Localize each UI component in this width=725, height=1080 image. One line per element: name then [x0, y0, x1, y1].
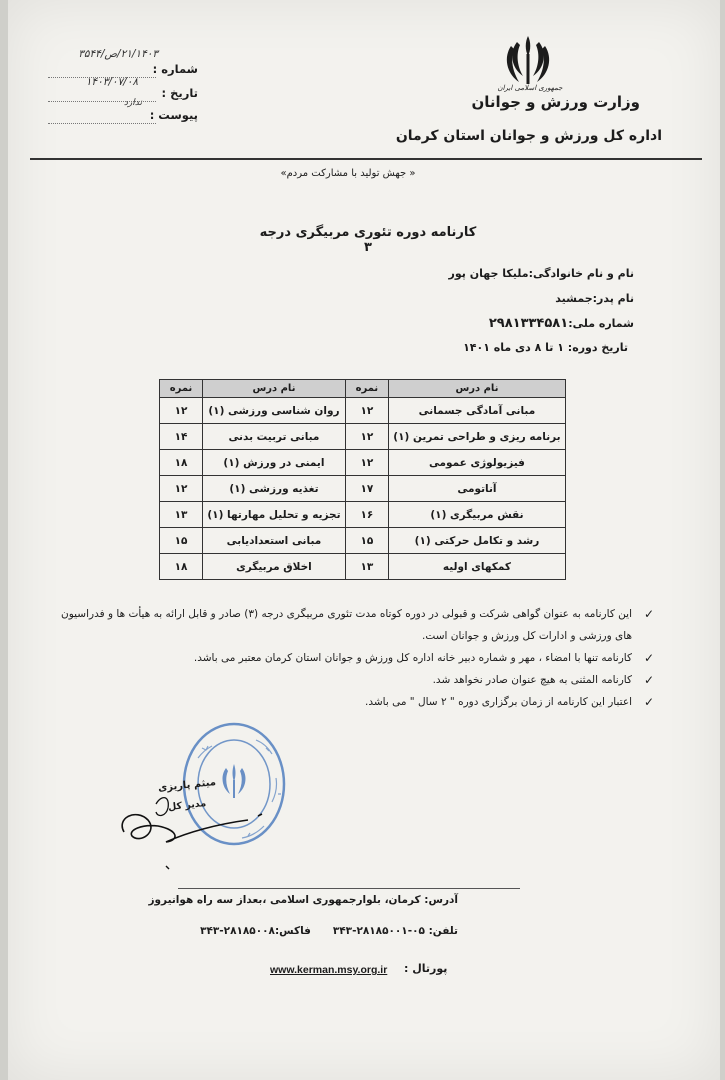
address-row: [148, 894, 458, 906]
grade-cell: ۱۳: [160, 502, 203, 528]
grade-cell: ۱۶: [345, 502, 388, 528]
name-row: [449, 267, 634, 280]
course-cell: اخلاق مربیگری: [203, 554, 346, 580]
note-item: [56, 691, 654, 713]
header-course-a: نام درس: [388, 380, 565, 398]
address-label: آدرس:: [424, 894, 458, 906]
grade-cell: ۱۲: [160, 476, 203, 502]
table-row: [160, 502, 566, 528]
period-row: [463, 341, 628, 354]
iran-emblem-icon: [503, 32, 553, 90]
note-text: کارنامه المثنی به هیچ عنوان صادر نخواهد شد.: [432, 674, 632, 686]
contact-row: [200, 925, 458, 937]
period-label: تاریخ دوره:: [567, 341, 628, 354]
table-header-row: [160, 380, 566, 398]
reference-number-label: شماره :: [152, 62, 198, 76]
note-text: اعتبار این کارنامه از زمان برگزاری دوره " ۲ سال " می باشد.: [364, 696, 632, 708]
reference-date-value: ۱۴۰۳/۰۷/۰۸: [85, 76, 138, 88]
reference-date-row: [28, 76, 198, 104]
course-cell: برنامه ریزی و طراحی تمرین (۱): [388, 424, 565, 450]
course-cell: مبانی تربیت بدنی: [203, 424, 346, 450]
grades-table: [159, 379, 566, 580]
grade-cell: ۱۲: [160, 398, 203, 424]
course-cell: مبانی آمادگی جسمانی: [388, 398, 565, 424]
table-row: [160, 528, 566, 554]
checkmark-icon: ✓: [643, 607, 654, 621]
fax-label: فاکس:: [274, 925, 311, 937]
reference-attachment-label: پیوست :: [149, 108, 198, 122]
signer-title: مدیر کل: [167, 798, 207, 813]
course-cell: ایمنی در ورزش (۱): [203, 450, 346, 476]
course-cell: فیزیولوژی عمومی: [388, 450, 565, 476]
course-cell: روان شناسی ورزشی (۱): [203, 398, 346, 424]
portal-label: پورتال :: [404, 962, 448, 975]
ministry-name: وزارت ورزش و جوانان: [471, 93, 640, 111]
slogan: « جهش تولید با مشارکت مردم»: [280, 168, 416, 179]
name-label: نام و نام خانوادگی:: [528, 267, 634, 280]
portal-link[interactable]: www.kerman.msy.org.ir: [270, 964, 388, 976]
checkmark-icon: ✓: [643, 695, 654, 709]
fax-value: ۲۸۱۸۵۰۰۸-۳۴۳: [200, 925, 275, 937]
handwritten-signature: [118, 780, 288, 880]
header-divider: [30, 158, 702, 160]
period-value: ۱ تا ۸ دی ماه ۱۴۰۱: [463, 341, 564, 354]
dotted-line: [48, 123, 156, 124]
footer-divider: [178, 888, 520, 889]
course-cell: آناتومی: [388, 476, 565, 502]
national-id-value: ۲۹۸۱۳۳۴۵۸۱: [488, 316, 569, 331]
table-row: [160, 554, 566, 580]
father-row: [555, 292, 634, 305]
emblem-caption: جمهوری اسلامی ایران: [497, 84, 563, 92]
grade-cell: ۱۷: [345, 476, 388, 502]
header-grade-a: نمره: [345, 380, 388, 398]
header-course-b: نام درس: [203, 380, 346, 398]
course-cell: تغذیه ورزشی (۱): [203, 476, 346, 502]
course-cell: مبانی استعدادیابی: [203, 528, 346, 554]
grade-cell: ۱۴: [160, 424, 203, 450]
grade-cell: ۱۸: [160, 554, 203, 580]
reference-date-label: تاریخ :: [161, 86, 198, 100]
grade-cell: ۱۲: [345, 424, 388, 450]
note-text: کارنامه تنها با امضاء ، مهر و شماره دبیر خانه اداره کل ورزش و جوانان استان کرمان معتبر می باشد.: [193, 652, 632, 664]
grade-cell: ۱۵: [345, 528, 388, 554]
note-text: این کارنامه به عنوان گواهی شرکت و قبولی در دوره کوتاه مدت تئوری مربیگری درجه (۳) صادر و قابل ارائه به هیأت ها و فدراسیون های ورزشی و ادارات کل ورزش و جوانان است.: [61, 608, 632, 642]
address-value: کرمان، بلوارجمهوری اسلامی ،بعداز سه راه هوانیروز: [148, 894, 421, 906]
grade-cell: ۱۲: [345, 450, 388, 476]
document-sheet: [8, 0, 720, 1080]
national-id-label: شماره ملی:: [568, 317, 634, 330]
grade-cell: ۱۵: [160, 528, 203, 554]
course-cell: رشد و تکامل حرکتی (۱): [388, 528, 565, 554]
notes-list: [56, 603, 654, 713]
father-value: جمشید: [555, 292, 593, 305]
header-grade-b: نمره: [160, 380, 203, 398]
note-item: [56, 647, 654, 669]
reference-number-value: ۲۱/۱۴۰۳/ص/۳۵۴۴: [78, 48, 158, 60]
table-row: [160, 450, 566, 476]
note-item: [56, 603, 654, 647]
note-item: [56, 669, 654, 691]
grade-cell: ۱۳: [345, 554, 388, 580]
checkmark-icon: ✓: [643, 673, 654, 687]
table-row: [160, 398, 566, 424]
reference-attachment-row: [28, 98, 198, 126]
father-label: نام پدر:: [592, 292, 634, 305]
table-row: [160, 476, 566, 502]
course-cell: نقش مربیگری (۱): [388, 502, 565, 528]
reference-attachment-value: ندارد: [123, 98, 142, 108]
national-id-row: [489, 316, 634, 331]
checkmark-icon: ✓: [643, 651, 654, 665]
phone-value: ۰۵-۲۸۱۸۵۰۰۱-۳۴۳: [332, 925, 425, 937]
office-name: اداره کل ورزش و جوانان استان کرمان: [395, 128, 662, 144]
table-row: [160, 424, 566, 450]
grade-cell: ۱۸: [160, 450, 203, 476]
phone-label: تلفن:: [428, 925, 458, 937]
document-title: کارنامه دوره تئوری مربیگری درجه ۳: [259, 225, 477, 255]
course-cell: تجزیه و تحلیل مهارتها (۱): [203, 502, 346, 528]
signer-name: میثم پاریزی: [157, 776, 217, 795]
grade-cell: ۱۲: [345, 398, 388, 424]
name-value: ملیکا جهان پور: [448, 267, 529, 280]
course-cell: کمکهای اولیه: [388, 554, 565, 580]
